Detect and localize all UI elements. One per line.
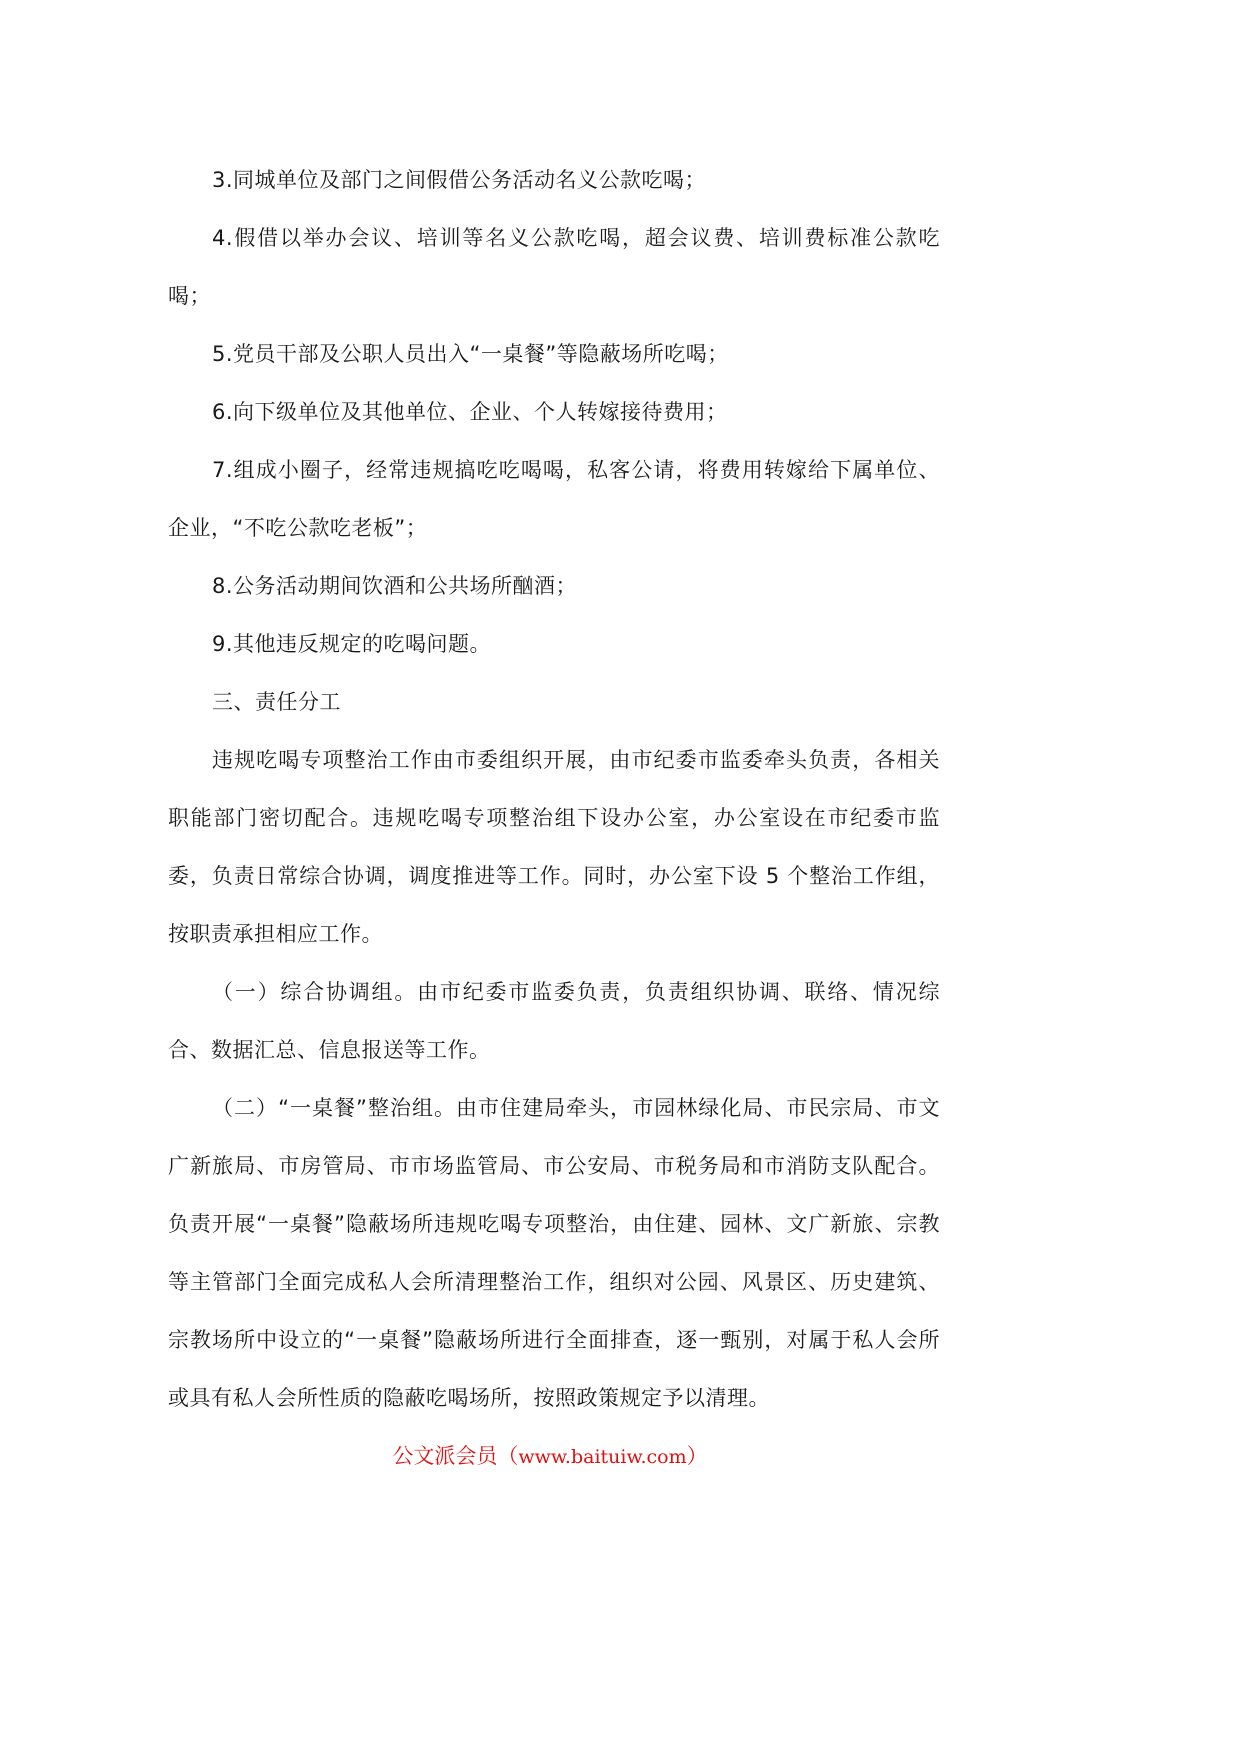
footer-open-paren: （: [497, 1444, 519, 1468]
footer-close-paren: ）: [686, 1444, 708, 1468]
paragraph-item-3: 3.同城单位及部门之间假借公务活动名义公款吃喝；: [212, 168, 707, 192]
footer-url-link[interactable]: www.baituiw.com: [518, 1446, 687, 1468]
paragraph-item-5: 5.党员干部及公职人员出入“一桌餐”等隐蔽场所吃喝；: [212, 342, 729, 366]
paragraph-group-2: （二）“一桌餐”整治组。由市住建局牵头，市园林绿化局、市民宗局、市文广新旅局、市房管局、市市场监管局、市公安局、市税务局和市消防支队配合。负责开展“一桌餐”隐蔽场所违规吃喝专项整治，由住建、园林、文广新旅、宗教等主管部门全面完成私人会所清理整治工作，组织对公园、风景区、历史建筑、宗教场所中设立的“一桌餐”隐蔽场所进行全面排查，逐一甄别，对属于私人会所或具有私人会所性质的隐蔽吃喝场所，按照政策规定予以清理。: [168, 1096, 940, 1410]
paragraph-item-8: 8.公务活动期间饮酒和公共场所酗酒；: [212, 574, 578, 598]
document-body: [168, 151, 940, 1427]
footer-watermark: [0, 1438, 1100, 1475]
paragraph-group-1: （一）综合协调组。由市纪委市监委负责，负责组织协调、联络、情况综合、数据汇总、信息报送等工作。: [168, 980, 940, 1062]
section-heading: 三、责任分工: [212, 690, 341, 714]
paragraph-item-4: 4.假借以举办会议、培训等名义公款吃喝，超会议费、培训费标准公款吃喝；: [168, 226, 940, 308]
footer-brand: 公文派会员: [392, 1444, 498, 1468]
paragraph-item-9: 9.其他违反规定的吃喝问题。: [212, 632, 492, 656]
paragraph-item-7: 7.组成小圈子，经常违规搞吃吃喝喝，私客公请，将费用转嫁给下属单位、企业，“不吃公款吃老板”；: [168, 458, 940, 540]
paragraph-overview: 违规吃喝专项整治工作由市委组织开展，由市纪委市监委牵头负责，各相关职能部门密切配合。违规吃喝专项整治组下设办公室，办公室设在市纪委市监委，负责日常综合协调，调度推进等工作。同时，办公室下设 5 个整治工作组，按职责承担相应工作。: [168, 748, 940, 946]
paragraph-item-6: 6.向下级单位及其他单位、企业、个人转嫁接待费用；: [212, 400, 728, 424]
